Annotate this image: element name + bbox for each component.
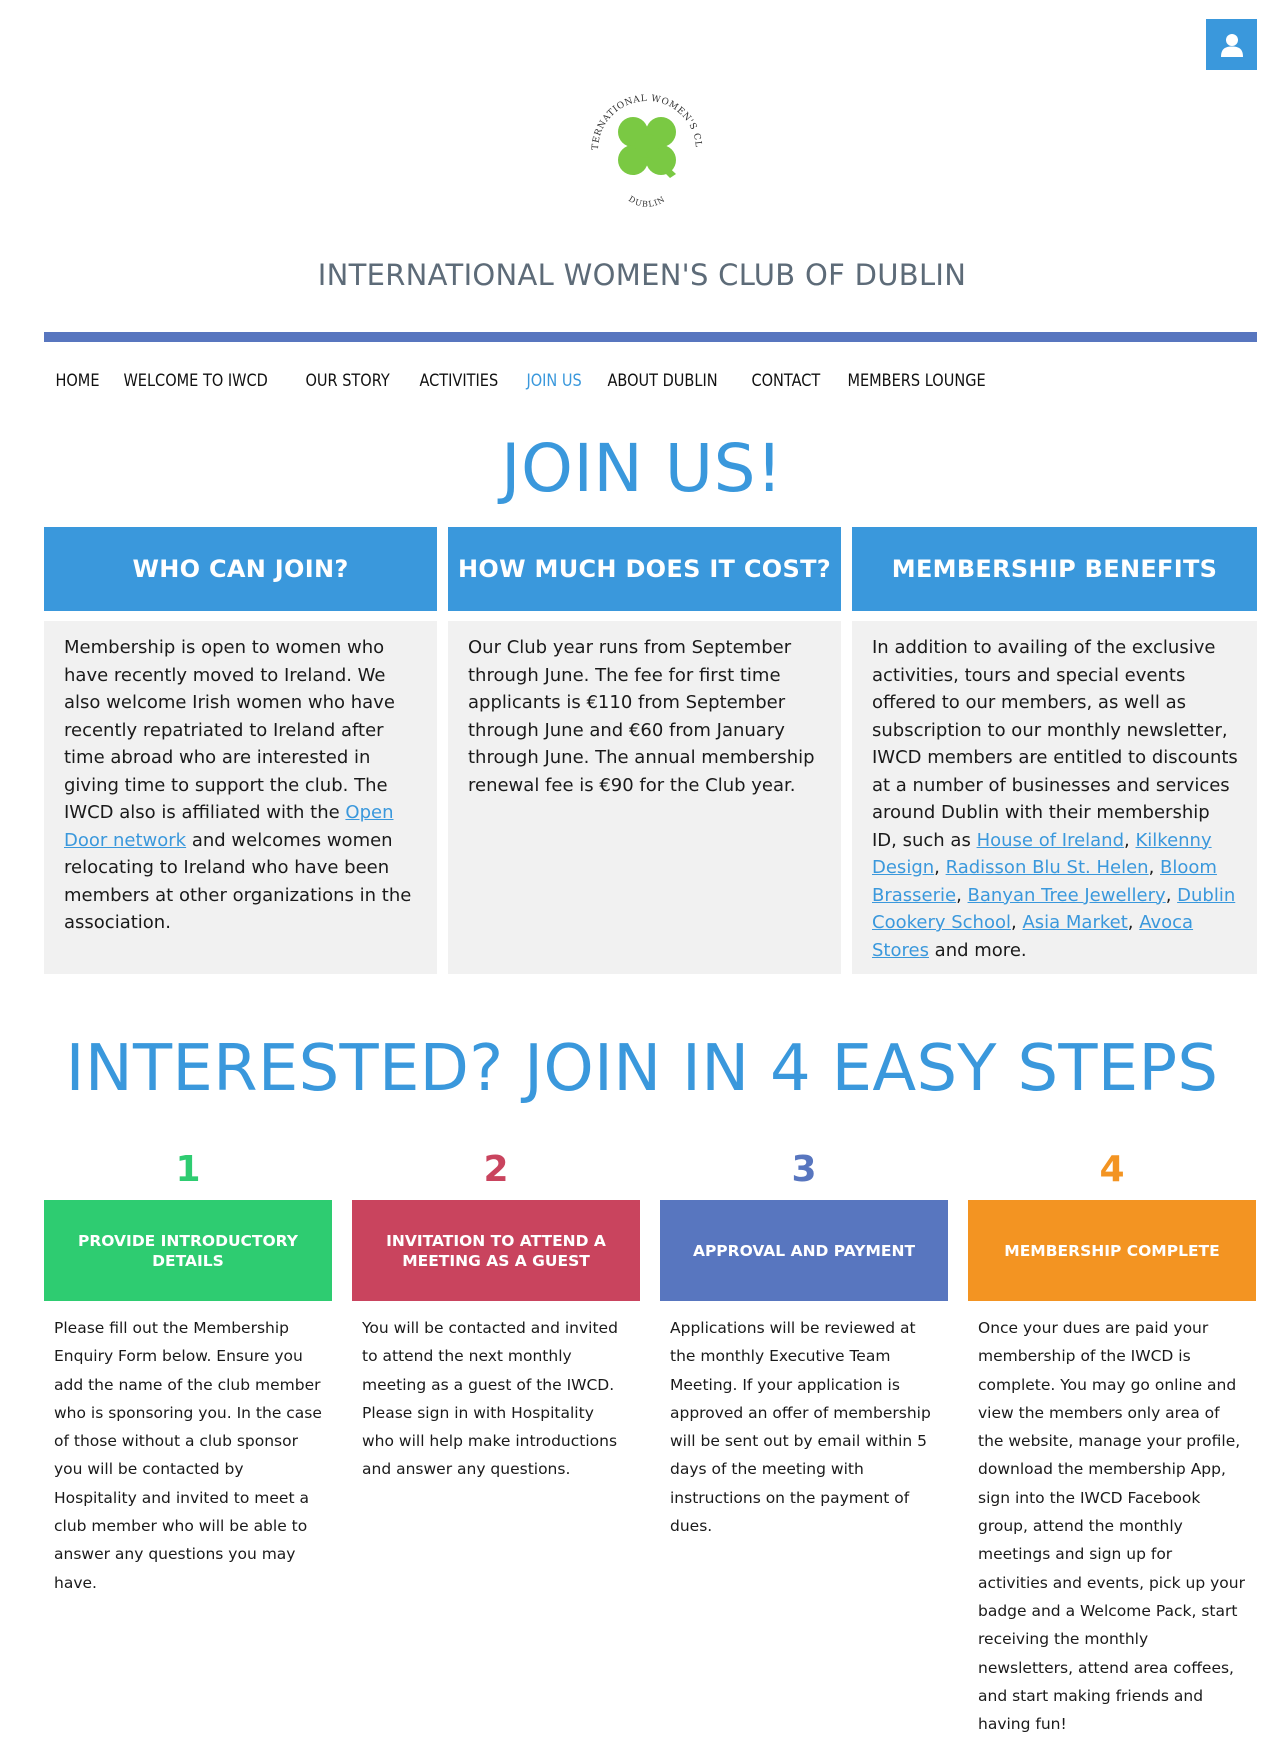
- cost-column: [448, 527, 841, 974]
- step-number: 4: [1099, 1149, 1125, 1190]
- who-can-join-column: [44, 527, 437, 974]
- svg-text:DUBLIN: [627, 194, 667, 209]
- nav-contact[interactable]: CONTACT: [750, 371, 820, 390]
- partner-link-asia-market[interactable]: Asia Market: [1022, 912, 1128, 933]
- column-text: and welcomes women relocating to Ireland who have been members at other organizations in the association.: [64, 829, 412, 933]
- step-2: [352, 1148, 640, 1484]
- nav-about-dublin[interactable]: ABOUT DUBLIN: [607, 371, 718, 390]
- step-number: 1: [175, 1149, 201, 1190]
- step-title: APPROVAL AND PAYMENT: [660, 1200, 948, 1301]
- separator: ,: [1124, 829, 1136, 851]
- step-title: MEMBERSHIP COMPLETE: [968, 1200, 1256, 1301]
- separator: ,: [1148, 857, 1161, 878]
- separator: ,: [1127, 912, 1140, 933]
- column-body: [852, 621, 1257, 974]
- step-number: 2: [483, 1149, 509, 1190]
- step-text: Once your dues are paid your membership of the IWCD is complete. You may go online and view the members only area of the website, manage your profile, download the membership App, sign into the IWCD Facebook group, attend the monthly meetings and sign up for activities and events, pick up your badge and a Welcome Pack, start receiving the monthly newsletters, attend area coffees, and start making friends and having fun!: [978, 1319, 1245, 1734]
- column-text: Our Club year runs from September through June. The fee for first time applicants is €110 from September through June and €60 from January through June. The annual membership renewal fee is €90 for the Club year.: [468, 637, 815, 796]
- user-login-button[interactable]: [1206, 19, 1257, 70]
- separator: ,: [1165, 884, 1178, 906]
- open-door-network-link[interactable]: Open Door network: [64, 802, 394, 851]
- nav-members-lounge[interactable]: MEMBERS LOUNGE: [847, 371, 986, 390]
- partner-link-kilkenny-design[interactable]: Kilkenny Design: [872, 829, 1212, 878]
- partner-link-avoca-stores[interactable]: Avoca Stores: [872, 912, 1194, 961]
- nav-home[interactable]: HOME: [55, 371, 100, 390]
- step-text: Applications will be reviewed at the monthly Executive Team Meeting. If your application is approved an offer of membership will be sent out by email within 5 days of the meeting with instructions on the payment of dues.: [670, 1319, 931, 1536]
- partner-link-dublin-cookery[interactable]: Dublin Cookery School: [872, 884, 1236, 933]
- logo-text-top: TERNATIONAL WOMEN'S CL: [590, 93, 703, 151]
- shamrock-icon: [618, 117, 676, 178]
- column-text: and more.: [928, 939, 1027, 961]
- step-4: [968, 1148, 1256, 1738]
- main-nav: [44, 370, 1011, 392]
- step-title: PROVIDE INTRODUCTORY DETAILS: [44, 1200, 332, 1301]
- step-text: Please fill out the Membership Enquiry Form below. Ensure you add the name of the club member who is sponsoring you. In the case of those without a club sponsor you will be contacted by Hospitality and invited to meet a club member who will be able to answer any questions you may have.: [54, 1319, 322, 1592]
- column-title: WHO CAN JOIN?: [44, 527, 437, 611]
- site-title: INTERNATIONAL WOMEN'S CLUB OF DUBLIN: [317, 258, 967, 292]
- separator: ,: [934, 857, 946, 878]
- step-number: 3: [791, 1149, 817, 1190]
- page-title: JOIN US!: [501, 430, 783, 507]
- column-title: MEMBERSHIP BENEFITS: [852, 527, 1257, 611]
- partner-link-radisson[interactable]: Radisson Blu St. Helen: [945, 857, 1149, 878]
- separator: ,: [1010, 912, 1023, 933]
- step-title: INVITATION TO ATTEND A MEETING AS A GUEST: [352, 1200, 640, 1301]
- column-body: [448, 621, 841, 974]
- separator: ,: [956, 884, 968, 906]
- nav-join-us[interactable]: JOIN US: [526, 371, 583, 390]
- partner-link-banyan-tree[interactable]: Banyan Tree Jewellery: [967, 884, 1166, 906]
- nav-activities[interactable]: ACTIVITIES: [419, 371, 499, 390]
- nav-our-story[interactable]: OUR STORY: [305, 371, 390, 390]
- logo-text-bottom: DUBLIN: [626, 194, 668, 209]
- partner-link-bloom-brasserie[interactable]: Bloom Brasserie: [872, 857, 1217, 906]
- nav-welcome[interactable]: WELCOME TO IWCD: [123, 371, 268, 390]
- column-body: [44, 621, 437, 974]
- benefits-column: [852, 527, 1257, 974]
- partner-link-house-of-ireland[interactable]: House of Ireland: [976, 829, 1125, 851]
- club-logo[interactable]: [584, 84, 710, 214]
- steps-heading: INTERESTED? JOIN IN 4 EASY STEPS: [65, 1032, 1219, 1106]
- step-3: [660, 1148, 948, 1540]
- column-text: In addition to availing of the exclusive activities, tours and special events offered to our members, as well as subscription to our monthly newsletter, IWCD members are entitled to discounts at a number of businesses and services around Dublin with their membership ID, such as: [872, 637, 1238, 851]
- user-icon: [1219, 32, 1245, 58]
- step-text: You will be contacted and invited to attend the next monthly meeting as a guest of the IWCD. Please sign in with Hospitality who will help make introductions and answer any questions.: [362, 1319, 618, 1479]
- step-1: [44, 1148, 332, 1597]
- header-divider: [44, 332, 1257, 342]
- column-title: HOW MUCH DOES IT COST?: [448, 527, 841, 611]
- column-text: Membership is open to women who have recently moved to Ireland. We also welcome Irish women who have recently repatriated to Ireland after time abroad who are interested in giving time to support the club. The IWCD also is affiliated with the: [64, 637, 395, 823]
